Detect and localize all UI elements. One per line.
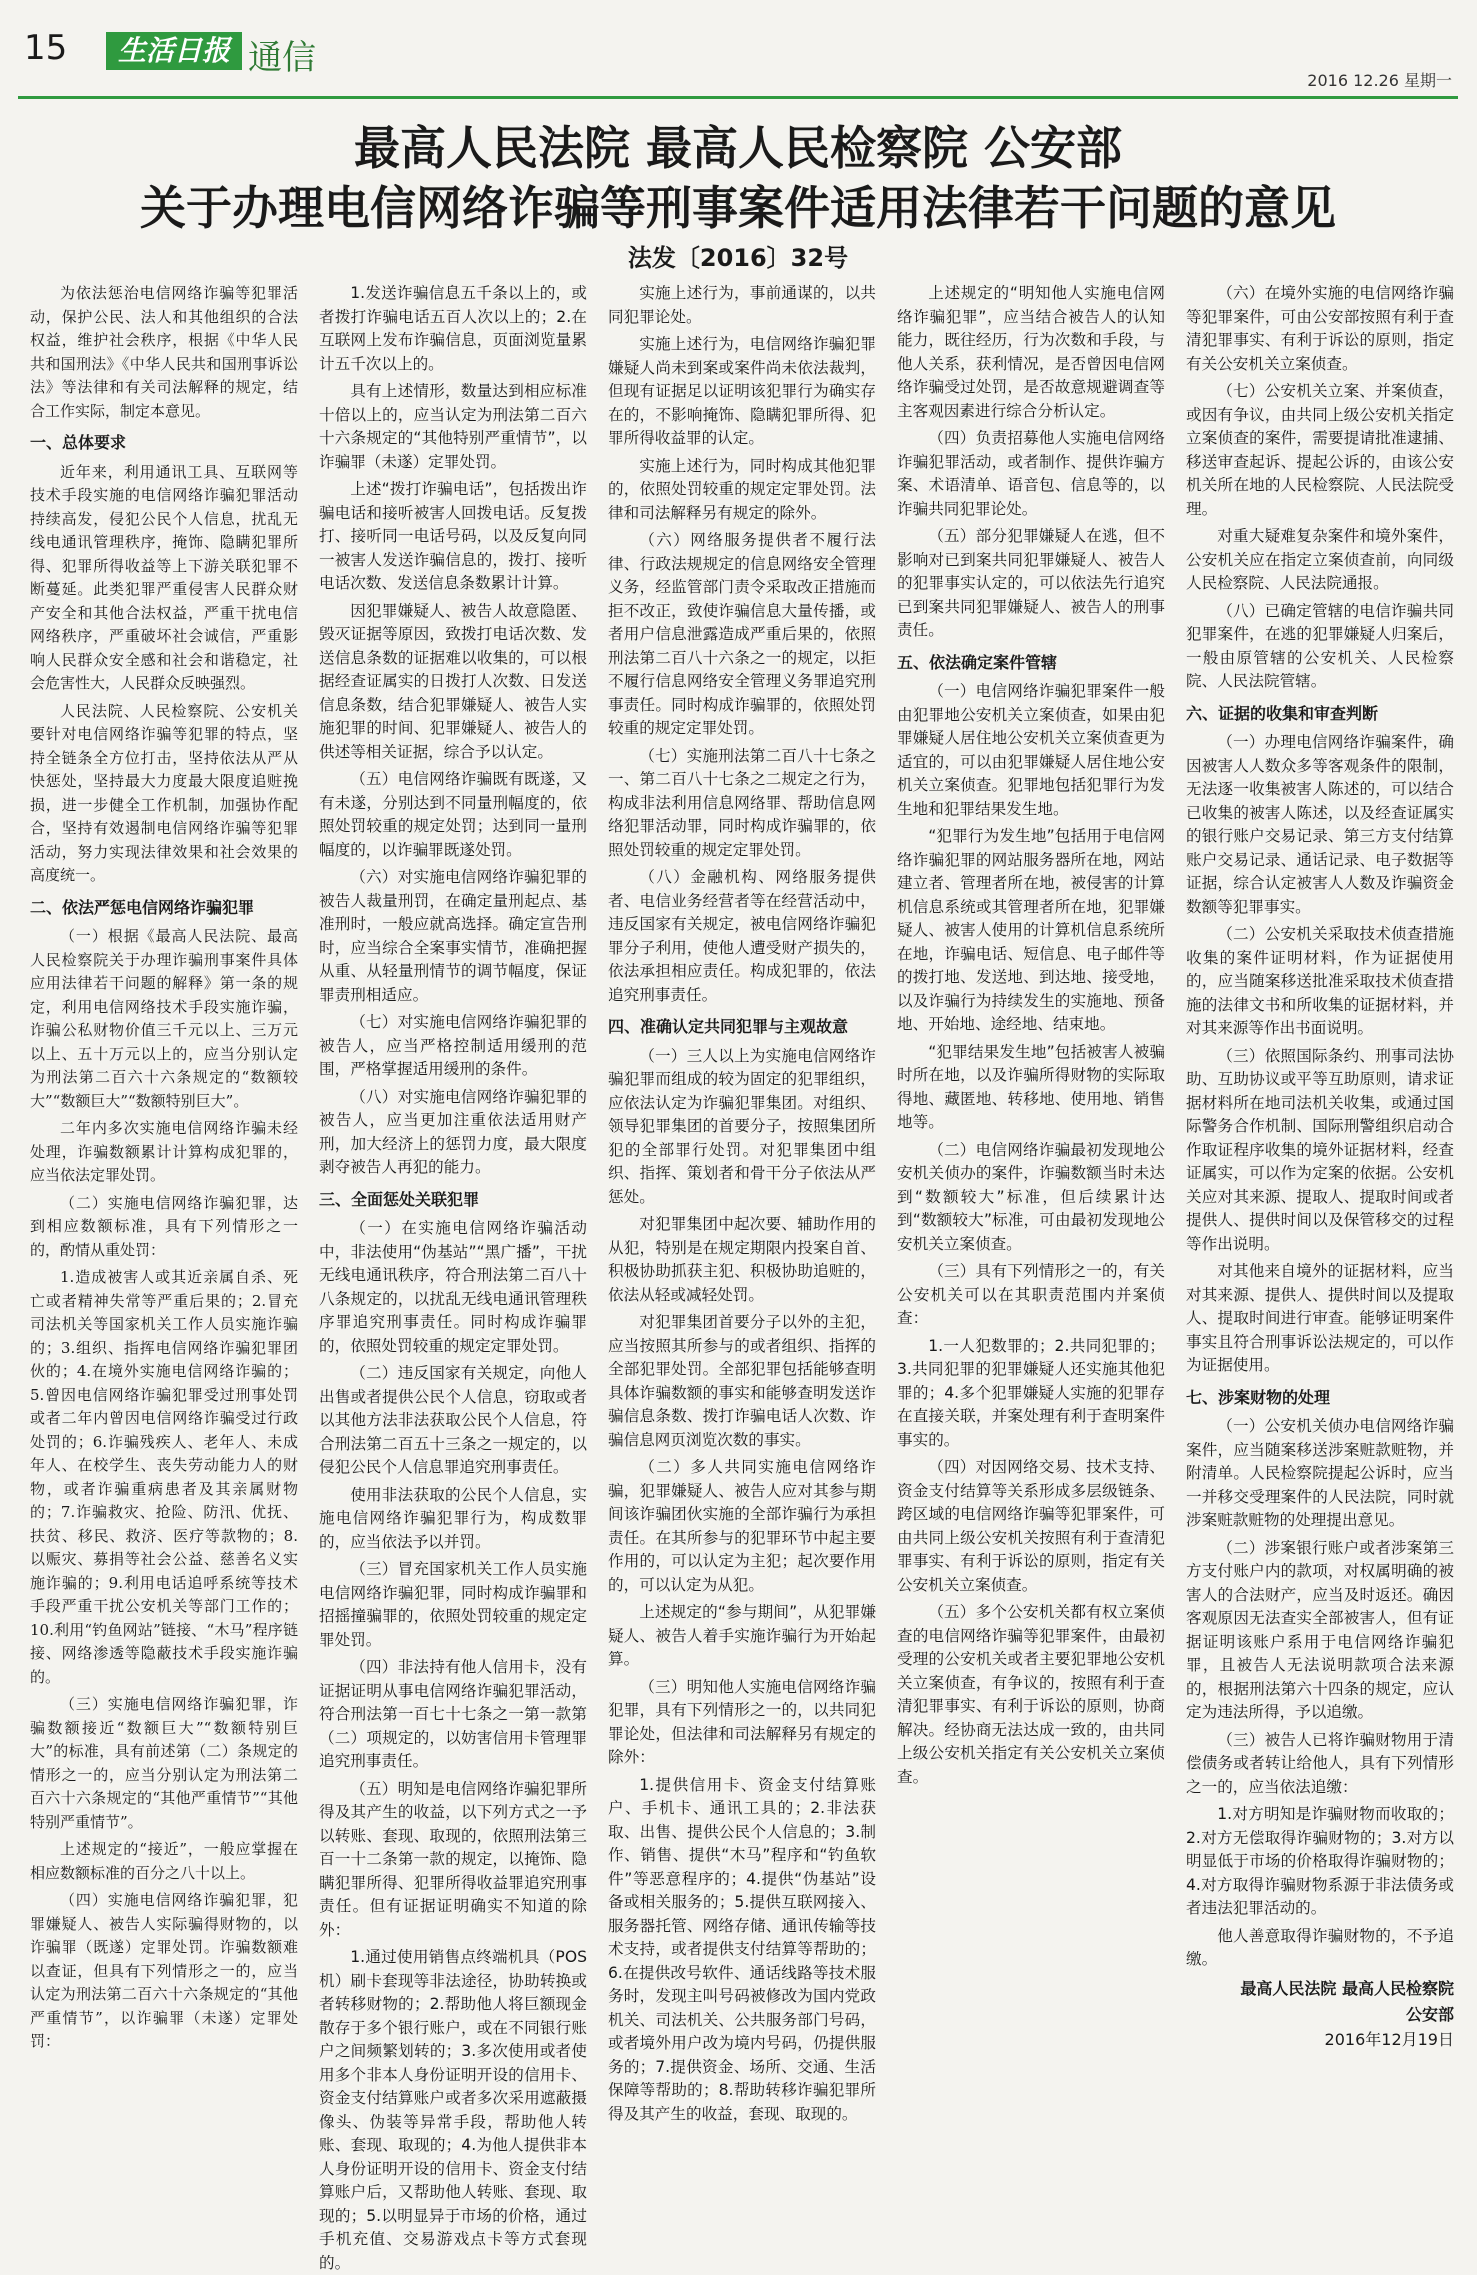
paragraph: （六）在境外实施的电信网络诈骗等犯罪案件，可由公安部按照有利于查清犯罪事实、有利于诉讼的原则，指定有关公安机关立案侦查。 bbox=[1186, 284, 1454, 373]
lead-paragraph: 为依法惩治电信网络诈骗等犯罪活动，保护公民、法人和其他组织的合法权益，维护社会秩序，根据《中华人民共和国刑法》《中华人民共和国刑事诉讼法》等法律和有关司法解释的规定，结合工作实际，制定本意见。 bbox=[30, 284, 298, 420]
paragraph: 对犯罪集团中起次要、辅助作用的从犯，特别是在规定期限内投案自首、积极协助抓获主犯、积极协助追赃的，依法从轻或减轻处罚。 bbox=[608, 1215, 876, 1304]
paragraph: 1.通过使用销售点终端机具（POS机）刷卡套现等非法途径，协助转换或者转移财物的；2.帮助他人将巨额现金散存于多个银行账户，或在不同银行账户之间频繁划转的；3.多次使用或者使用多个非本人身份证明开设的信用卡、资金支付结算账户或者多次采用遮蔽摄像头、伪装等异常手段，帮助他人转账、套现、取现的；4.为他人提供非本人身份证明开设的信用卡、资金支付结算账户后，又帮助他人转账、套现、取现的；5.以明显异于市场的价格，通过手机充值、交易游戏点卡等方式套现的。 bbox=[319, 1948, 587, 2272]
section-heading: 一、总体要求 bbox=[30, 433, 127, 452]
headline-line-1: 最高人民法院 最高人民检察院 公安部 bbox=[353, 121, 1123, 175]
masthead-divider bbox=[18, 96, 1458, 99]
paragraph: （七）对实施电信网络诈骗犯罪的被告人，应当严格控制适用缓刑的范围，严格掌握适用缓刑的条件。 bbox=[319, 1013, 587, 1078]
issuing-authorities: 最高人民法院 最高人民检察院 bbox=[1240, 1978, 1454, 1998]
paragraph: （三）具有下列情形之一的，有关公安机关可以在其职责范围内并案侦查： bbox=[897, 1262, 1165, 1327]
paragraph: （六）对实施电信网络诈骗犯罪的被告人裁量刑罚，在确定量刑起点、基准刑时，一般应就高选择。确定宣告刑时，应当综合全案事实情节，准确把握从重、从轻量刑情节的调节幅度，保证罪责刑相适应。 bbox=[319, 868, 587, 1004]
issuing-authority-police: 公安部 bbox=[1405, 2004, 1454, 2024]
headline bbox=[18, 118, 1458, 278]
paragraph: 上述规定的“明知他人实施电信网络诈骗犯罪”，应当结合被告人的认知能力，既往经历，行为次数和手段，与他人关系，获利情况，是否曾因电信网络诈骗受过处罚，是否故意规避调查等主客观因素进行综合分析认定。 bbox=[897, 284, 1165, 420]
paragraph: （一）电信网络诈骗犯罪案件一般由犯罪地公安机关立案侦查，如果由犯罪嫌疑人居住地公安机关立案侦查更为适宜的，可以由犯罪嫌疑人居住地公安机关立案侦查。犯罪地包括犯罪行为发生地和犯罪结果发生地。 bbox=[897, 682, 1165, 818]
paragraph: 人民法院、人民检察院、公安机关要针对电信网络诈骗等犯罪的特点，坚持全链条全方位打击，坚持依法从严从快惩处，坚持最大力度最大限度追赃挽损，进一步健全工作机制，加强协作配合，坚持有效遏制电信网络诈骗等犯罪活动，努力实现法律效果和社会效果的高度统一。 bbox=[30, 701, 298, 884]
paragraph: （八）已确定管辖的电信诈骗共同犯罪案件，在逃的犯罪嫌疑人归案后，一般由原管辖的公安机关、人民检察院、人民法院管辖。 bbox=[1186, 601, 1454, 690]
paragraph: 1.提供信用卡、资金支付结算账户、手机卡、通讯工具的；2.非法获取、出售、提供公民个人信息的；3.制作、销售、提供“木马”程序和“钓鱼软件”等恶意程序的；4.提供“伪基站”设备或相关服务的；5.提供互联网接入、服务器托管、网络存储、通讯传输等技术支持，或者提供支付结算等帮助的；6.在提供改号软件、通话线路等技术服务时，发现主叫号码被修改为国内党政机关、司法机关、公共服务部门号码，或者境外用户改为境内号码，仍提供服务的；7.提供资金、场所、交通、生活保障等帮助的；8.帮助转移诈骗犯罪所得及其产生的收益，套现、取现的。 bbox=[608, 1775, 876, 2123]
paragraph: 上述规定的“接近”，一般应掌握在相应数额标准的百分之八十以上。 bbox=[30, 1840, 298, 1882]
paragraph: 1.造成被害人或其近亲属自杀、死亡或者精神失常等严重后果的；2.冒充司法机关等国家机关工作人员实施诈骗的；3.组织、指挥电信网络诈骗犯罪团伙的；4.在境外实施电信网络诈骗的；5.曾因电信网络诈骗犯罪受过刑事处罚或者二年内曾因电信网络诈骗受过行政处罚的；6.诈骗残疾人、老年人、未成年人、在校学生、丧失劳动能力人的财物，或者诈骗重病患者及其亲属财物的；7.诈骗救灾、抢险、防汛、优抚、扶贫、移民、救济、医疗等款物的；8.以赈灾、募捐等社会公益、慈善名义实施诈骗的；9.利用电话追呼系统等技术手段严重干扰公安机关等部门工作的；10.利用“钓鱼网站”链接、“木马”程序链接、网络渗透等隐蔽技术手段实施诈骗的。 bbox=[30, 1268, 298, 1686]
paragraph: （三）被告人已将诈骗财物用于清偿债务或者转让给他人，具有下列情形之一的，应当依法追缴： bbox=[1186, 1730, 1454, 1796]
newspaper-logo: 生活日报 bbox=[106, 32, 242, 70]
paragraph: “犯罪行为发生地”包括用于电信网络诈骗犯罪的网站服务器所在地，网站建立者、管理者所在地，被侵害的计算机信息系统或其管理者所在地，犯罪嫌疑人、被害人使用的计算机信息系统所在地，诈骗电话、短信息、电子邮件等的拨打地、发送地、到达地、接受地，以及诈骗行为持续发生的实施地、预备地、开始地、途经地、结束地。 bbox=[897, 827, 1165, 1033]
section-heading: 五、依法确定案件管辖 bbox=[897, 652, 1058, 672]
column-4 bbox=[897, 282, 1165, 2132]
paragraph: （五）多个公安机关都有权立案侦查的电信网络诈骗等犯罪案件，由最初受理的公安机关或者主要犯罪地公安机关立案侦查，有争议的，按照有利于查清犯罪事实、有利于诉讼的原则，协商解决。经协商无法达成一致的，由共同上级公安机关指定有关公安机关立案侦查。 bbox=[897, 1603, 1165, 1786]
paragraph: 1.对方明知是诈骗财物而收取的；2.对方无偿取得诈骗财物的；3.对方以明显低于市场的价格取得诈骗财物的；4.对方取得诈骗财物系源于非法债务或者违法犯罪活动的。 bbox=[1186, 1805, 1454, 1917]
paragraph: 1.一人犯数罪的；2.共同犯罪的；3.共同犯罪的犯罪嫌疑人还实施其他犯罪的；4.多个犯罪嫌疑人实施的犯罪存在直接关联，并案处理有利于查明案件事实的。 bbox=[897, 1336, 1165, 1449]
section-heading: 二、依法严惩电信网络诈骗犯罪 bbox=[30, 897, 255, 917]
paragraph: 他人善意取得诈骗财物的，不予追缴。 bbox=[1186, 1926, 1454, 1968]
paragraph: 近年来，利用通讯工具、互联网等技术手段实施的电信网络诈骗犯罪活动持续高发，侵犯公民个人信息，扰乱无线电通讯管理秩序，掩饰、隐瞒犯罪所得、犯罪所得收益等上下游关联犯罪不断蔓延。此类犯罪严重侵害人民群众财产安全和其他合法权益，严重干扰电信网络秩序，严重破坏社会诚信，严重影响人民群众安全感和社会和谐稳定，社会危害性大，人民群众反映强烈。 bbox=[30, 462, 298, 692]
paragraph: （二）公安机关采取技术侦查措施收集的案件证明材料，作为证据使用的，应当随案移送批准采取技术侦查措施的法律文书和所收集的证据材料，并对其来源等作出书面说明。 bbox=[1186, 925, 1454, 1037]
paragraph: （二）涉案银行账户或者涉案第三方支付账户内的款项，对权属明确的被害人的合法财产，应当及时返还。确因客观原因无法查实全部被害人，但有证据证明该账户系用于电信网络诈骗犯罪，且被告人无法说明款项合法来源的，根据刑法第六十四条的规定，应认定为违法所得，予以追缴。 bbox=[1186, 1538, 1454, 1721]
paragraph: （四）对因网络交易、技术支持、资金支付结算等关系形成多层级链条、跨区域的电信网络诈骗等犯罪案件，可由共同上级公安机关按照有利于查清犯罪事实、有利于诉讼的原则，指定有关公安机关立案侦查。 bbox=[897, 1458, 1165, 1594]
column-3 bbox=[608, 282, 876, 2132]
paragraph: 对犯罪集团首要分子以外的主犯，应当按照其所参与的或者组织、指挥的全部犯罪处罚。全部犯罪包括能够查明具体诈骗数额的事实和能够查明发送诈骗信息条数、拨打诈骗电话人次数、诈骗信息网页浏览次数的事实。 bbox=[608, 1313, 876, 1449]
page-number: 15 bbox=[24, 28, 68, 68]
paragraph: （六）网络服务提供者不履行法律、行政法规规定的信息网络安全管理义务，经监管部门责令采取改正措施而拒不改正，致使诈骗信息大量传播，或者用户信息泄露造成严重后果的，依照刑法第二百八十六条之一的规定，以拒不履行信息网络安全管理义务罪追究刑事责任。同时构成诈骗罪的，依照处罚较重的规定定罪处罚。 bbox=[608, 531, 876, 737]
article-body bbox=[30, 282, 1454, 2272]
paragraph: （三）冒充国家机关工作人员实施电信网络诈骗犯罪，同时构成诈骗罪和招摇撞骗罪的，依照处罚较重的规定定罪处罚。 bbox=[319, 1560, 587, 1649]
paragraph: “犯罪结果发生地”包括被害人被骗时所在地，以及诈骗所得财物的实际取得地、藏匿地、转移地、使用地、销售地等。 bbox=[897, 1042, 1165, 1131]
paragraph: （八）对实施电信网络诈骗犯罪的被告人，应当更加注重依法适用财产刑，加大经济上的惩罚力度，最大限度剥夺被告人再犯的能力。 bbox=[319, 1087, 587, 1176]
paragraph: （二）电信网络诈骗最初发现地公安机关侦办的案件，诈骗数额当时未达到“数额较大”标准，但后续累计达到“数额较大”标准，可由最初发现地公安机关立案侦查。 bbox=[897, 1140, 1165, 1253]
paragraph: 上述“拨打诈骗电话”，包括拨出诈骗电话和接听被害人回拨电话。反复拨打、接听同一电话号码，以及反复向同一被害人发送诈骗信息的，拨打、接听电话次数、发送信息条数累计计算。 bbox=[319, 480, 587, 592]
paragraph: （五）部分犯罪嫌疑人在逃，但不影响对已到案共同犯罪嫌疑人、被告人的犯罪事实认定的，可以依法先行追究已到案共同犯罪嫌疑人、被告人的刑事责任。 bbox=[897, 527, 1165, 639]
paragraph: （三）依照国际条约、刑事司法协助、互助协议或平等互助原则，请求证据材料所在地司法机关收集，或通过国际警务合作机制、国际刑警组织启动合作取证程序收集的境外证据材料，经查证属实，可以作为定案的依据。公安机关应对其来源、提取人、提取时间或者提供人、提供时间以及保管移交的过程等作出说明。 bbox=[1186, 1046, 1454, 1253]
document-number: 法发〔2016〕32号 bbox=[627, 244, 849, 272]
column-5 bbox=[1186, 282, 1454, 2132]
paragraph: （八）金融机构、网络服务提供者、电信业务经营者等在经营活动中，违反国家有关规定，被电信网络诈骗犯罪分子利用，使他人遭受财产损失的，依法承担相应责任。构成犯罪的，依法追究刑事责任。 bbox=[608, 868, 876, 1004]
paragraph: 实施上述行为，电信网络诈骗犯罪嫌疑人尚未到案或案件尚未依法裁判，但现有证据足以证明该犯罪行为确实存在的，不影响掩饰、隐瞒犯罪所得、犯罪所得收益罪的认定。 bbox=[608, 335, 876, 447]
paragraph: 1.发送诈骗信息五千条以上的，或者拨打诈骗电话五百人次以上的；2.在互联网上发布诈骗信息，页面浏览量累计五千次以上的。 bbox=[319, 284, 587, 373]
paragraph: （一）在实施电信网络诈骗活动中，非法使用“伪基站”“黑广播”，干扰无线电通讯秩序，符合刑法第二百八十八条规定的，以扰乱无线电通讯管理秩序罪追究刑事责任。同时构成诈骗罪的，依照处罚较重的规定定罪处罚。 bbox=[319, 1219, 587, 1355]
issue-date-footer: 2016年12月19日 bbox=[1324, 2029, 1454, 2049]
paragraph: （二）多人共同实施电信网络诈骗，犯罪嫌疑人、被告人应对其参与期间该诈骗团伙实施的全部诈骗行为承担责任。在其所参与的犯罪环节中起主要作用的，可以认定为主犯；起次要作用的，可以认定为从犯。 bbox=[608, 1458, 876, 1594]
paragraph: 使用非法获取的公民个人信息，实施电信网络诈骗犯罪行为，构成数罪的，应当依法予以并罚。 bbox=[319, 1485, 587, 1551]
paragraph: 对重大疑难复杂案件和境外案件，公安机关应在指定立案侦查前，向同级人民检察院、人民法院通报。 bbox=[1186, 527, 1454, 592]
paragraph: （五）电信网络诈骗既有既遂，又有未遂，分别达到不同量刑幅度的，依照处罚较重的规定处罚；达到同一量刑幅度的，以诈骗罪既遂处罚。 bbox=[319, 770, 587, 859]
paragraph: 上述规定的“参与期间”，从犯罪嫌疑人、被告人着手实施诈骗行为开始起算。 bbox=[608, 1603, 876, 1668]
paragraph: （三）实施电信网络诈骗犯罪，诈骗数额接近“数额巨大”“数额特别巨大”的标准，具有前述第（二）条规定的情形之一的，应当分别认定为刑法第二百六十六条规定的“其他严重情节”“其他特别严重情节”。 bbox=[30, 1695, 298, 1831]
paragraph: （七）实施刑法第二百八十七条之一、第二百八十七条之二规定之行为，构成非法利用信息网络罪、帮助信息网络犯罪活动罪，同时构成诈骗罪的，依照处罚较重的规定定罪处罚。 bbox=[608, 746, 876, 859]
column-2 bbox=[319, 282, 587, 2272]
paragraph: （一）根据《最高人民法院、最高人民检察院关于办理诈骗刑事案件具体应用法律若干问题的解释》第一条的规定，利用电信网络技术手段实施诈骗，诈骗公私财物价值三千元以上、三万元以上、五十万元以上的，应当分别认定为刑法第二百六十六条规定的“数额较大”“数额巨大”“数额特别巨大”。 bbox=[30, 927, 298, 1110]
paragraph: （二）违反国家有关规定，向他人出售或者提供公民个人信息，窃取或者以其他方法非法获取公民个人信息，符合刑法第二百五十三条之一规定的，以侵犯公民个人信息罪追究刑事责任。 bbox=[319, 1364, 587, 1476]
section-title: 通信 bbox=[248, 38, 316, 78]
paragraph: （七）公安机关立案、并案侦查，或因有争议，由共同上级公安机关指定立案侦查的案件，需要提请批准逮捕、移送审查起诉、提起公诉的，由该公安机关所在地的人民检察院、人民法院受理。 bbox=[1186, 382, 1454, 518]
paragraph: （一）公安机关侦办电信网络诈骗案件，应当随案移送涉案赃款赃物，并附清单。人民检察院提起公诉时，应当一并移交受理案件的人民法院，同时就涉案赃款赃物的处理提出意见。 bbox=[1186, 1417, 1454, 1529]
paragraph: 因犯罪嫌疑人、被告人故意隐匿、毁灭证据等原因，致拨打电话次数、发送信息条数的证据难以收集的，可以根据经查证属实的日拨打人次数、日发送信息条数，结合犯罪嫌疑人、被告人实施犯罪的时间、犯罪嫌疑人、被告人的供述等相关证据，综合予以认定。 bbox=[319, 601, 587, 761]
paragraph: （五）明知是电信网络诈骗犯罪所得及其产生的收益，以下列方式之一予以转账、套现、取现的，依照刑法第三百一十二条第一款的规定，以掩饰、隐瞒犯罪所得、犯罪所得收益罪追究刑事责任。但有证据证明确实不知道的除外： bbox=[319, 1779, 587, 1939]
section-heading: 三、全面惩处关联犯罪 bbox=[319, 1189, 480, 1209]
paragraph: 对其他来自境外的证据材料，应当对其来源、提供人、提供时间以及提取人、提取时间进行审查。能够证明案件事实且符合刑事诉讼法规定的，可以作为证据使用。 bbox=[1186, 1262, 1454, 1374]
paragraph: 实施上述行为，事前通谋的，以共同犯罪论处。 bbox=[608, 284, 876, 326]
paragraph: 实施上述行为，同时构成其他犯罪的，依照处罚较重的规定定罪处罚。法律和司法解释另有规定的除外。 bbox=[608, 456, 876, 522]
paragraph: （四）非法持有他人信用卡，没有证据证明从事电信网络诈骗犯罪活动，符合刑法第一百七十七条之一第一款第（二）项规定的，以妨害信用卡管理罪追究刑事责任。 bbox=[319, 1658, 587, 1770]
section-heading: 七、涉案财物的处理 bbox=[1186, 1387, 1331, 1407]
paragraph: （二）实施电信网络诈骗犯罪，达到相应数额标准，具有下列情形之一的，酌情从重处罚： bbox=[30, 1193, 298, 1259]
column-1 bbox=[30, 282, 298, 2132]
paragraph: （四）负责招募他人实施电信网络诈骗犯罪活动，或者制作、提供诈骗方案、术语清单、语音包、信息等的，以诈骗共同犯罪论处。 bbox=[897, 429, 1165, 518]
paragraph: 二年内多次实施电信网络诈骗未经处理，诈骗数额累计计算构成犯罪的，应当依法定罪处罚。 bbox=[30, 1119, 298, 1184]
masthead bbox=[18, 18, 1458, 90]
section-heading: 四、准确认定共同犯罪与主观故意 bbox=[608, 1017, 849, 1036]
headline-line-2: 关于办理电信网络诈骗等刑事案件适用法律若干问题的意见 bbox=[140, 181, 1336, 235]
paragraph: 具有上述情形，数量达到相应标准十倍以上的，应当认定为刑法第二百六十六条规定的“其他特别严重情节”，以诈骗罪（未遂）定罪处罚。 bbox=[319, 382, 587, 471]
section-heading: 六、证据的收集和审查判断 bbox=[1186, 703, 1379, 723]
paragraph: （四）实施电信网络诈骗犯罪，犯罪嫌疑人、被告人实际骗得财物的，以诈骗罪（既遂）定罪处罚。诈骗数额难以查证，但具有下列情形之一的，应当认定为刑法第二百六十六条规定的“其他严重情节”，以诈骗罪（未遂）定罪处罚： bbox=[30, 1891, 298, 2050]
issue-date: 2016 12.26 星期一 bbox=[1307, 71, 1452, 90]
paragraph: （一）办理电信网络诈骗案件，确因被害人人数众多等客观条件的限制，无法逐一收集被害人陈述的，可以结合已收集的被害人陈述，以及经查证属实的银行账户交易记录、第三方支付结算账户交易记录、通话记录、电子数据等证据，综合认定被害人人数及诈骗资金数额等犯罪事实。 bbox=[1186, 733, 1454, 916]
paragraph: （三）明知他人实施电信网络诈骗犯罪，具有下列情形之一的，以共同犯罪论处，但法律和司法解释另有规定的除外： bbox=[608, 1677, 876, 1766]
paragraph: （一）三人以上为实施电信网络诈骗犯罪而组成的较为固定的犯罪组织，应依法认定为诈骗犯罪集团。对组织、领导犯罪集团的首要分子，按照集团所犯的全部罪行处罚。对犯罪集团中组织、指挥、策划者和骨干分子依法从严惩处。 bbox=[608, 1046, 876, 1206]
